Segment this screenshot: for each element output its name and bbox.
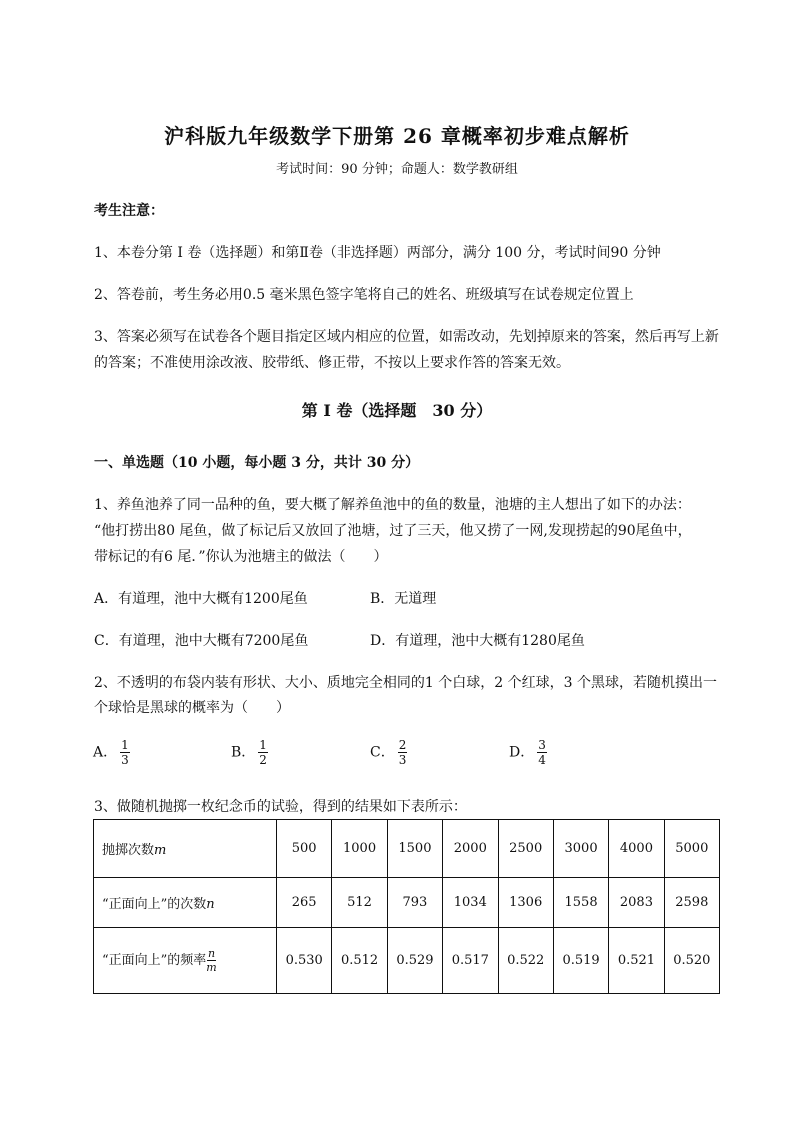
q2-option-b — [231, 738, 268, 767]
q2-option-a — [93, 738, 130, 767]
variable-m: m — [154, 843, 167, 858]
table-cell: 500 — [277, 820, 332, 878]
table-cell: 1034 — [443, 878, 498, 928]
table-cell: 0.521 — [609, 928, 664, 994]
option-letter: B． — [231, 744, 256, 761]
table-cell: 0.517 — [443, 928, 498, 994]
notice-item-2: 2、答卷前，考生务必用0.5 毫米黑色签字笔将自己的姓名、班级填写在试卷规定位置上 — [94, 287, 634, 303]
table-cell: 0.529 — [387, 928, 442, 994]
variable-n: n — [206, 897, 215, 912]
denominator: 2 — [259, 753, 267, 767]
numerator: 1 — [259, 738, 267, 752]
table-cell: 3000 — [553, 820, 608, 878]
table-cell: 1000 — [332, 820, 387, 878]
numerator: 1 — [121, 738, 129, 752]
option-letter: D． — [509, 744, 535, 761]
q2-option-d — [509, 738, 547, 767]
fraction-n-over-m — [206, 947, 216, 974]
notice-heading: 考生注意： — [94, 203, 164, 219]
row-label — [94, 878, 277, 928]
denominator: m — [206, 961, 217, 974]
table-cell: 0.522 — [498, 928, 553, 994]
q2-line-1: 2、不透明的布袋内装有形状、大小、质地完全相同的1 个白球，2 个红球，3 个黑球，若随机摸出一 — [94, 675, 717, 691]
table-cell: 1558 — [553, 878, 608, 928]
denominator: 4 — [538, 753, 546, 767]
fraction — [537, 738, 547, 767]
table-cell: 2083 — [609, 878, 664, 928]
q1-option-b: B．无道理 — [370, 591, 437, 607]
notice-item-1: 1、本卷分第 I 卷（选择题）和第Ⅱ卷（非选择题）两部分，满分 100 分，考试时间90 分钟 — [94, 245, 661, 261]
q1-line-2: “他打捞出80 尾鱼，做了标记后又放回了池塘，过了三天，他又捞了一网,发现捞起的90尾鱼中， — [94, 523, 692, 539]
option-letter: A． — [93, 744, 118, 761]
table-cell: 0.519 — [553, 928, 608, 994]
q1-line-1: 1、养鱼池养了同一品种的鱼，要大概了解养鱼池中的鱼的数量，池塘的主人想出了如下的办法： — [94, 497, 691, 513]
row-label — [94, 820, 277, 878]
section-title: 第 I 卷（选择题 30 分） — [301, 401, 493, 420]
table-cell: 1500 — [387, 820, 442, 878]
numerator: n — [207, 947, 216, 960]
table-cell: 512 — [332, 878, 387, 928]
fraction — [120, 738, 130, 767]
denominator: 3 — [398, 753, 407, 767]
notice-item-3: 3、答案必须写在试卷各个题目指定区域内相应的位置，如需改动，先划掉原来的答案，然后再写上新 — [94, 329, 719, 345]
row-label-text: “正面向上”的次数 — [102, 897, 207, 912]
q1-option-a: A．有道理，池中大概有1200尾鱼 — [94, 591, 308, 607]
table-cell: 0.530 — [277, 928, 332, 994]
table-cell: 2598 — [664, 878, 719, 928]
q3-intro: 3、做随机抛掷一枚纪念币的试验，得到的结果如下表所示： — [94, 799, 467, 815]
q1-option-d: D．有道理，池中大概有1280尾鱼 — [370, 633, 585, 649]
table-cell: 5000 — [664, 820, 719, 878]
page-title: 沪科版九年级数学下册第 26 章概率初步难点解析 — [164, 124, 630, 148]
table-cell: 2500 — [498, 820, 553, 878]
exam-info: 考试时间：90 分钟；命题人：数学教研组 — [276, 162, 518, 177]
table-cell: 793 — [387, 878, 442, 928]
table-cell: 4000 — [609, 820, 664, 878]
notice-item-3-cont: 的答案；不准使用涂改液、胶带纸、修正带，不按以上要求作答的答案无效。 — [94, 355, 570, 371]
coin-toss-table — [93, 819, 720, 994]
numerator: 2 — [398, 738, 407, 752]
q2-line-2: 个球恰是黑球的概率为（ ） — [94, 700, 290, 716]
table-cell: 1306 — [498, 878, 553, 928]
fraction — [258, 738, 268, 767]
table-cell: 0.512 — [332, 928, 387, 994]
q1-line-3: 带标记的有6 尾．”你认为池塘主的做法（ ） — [94, 549, 388, 565]
table-cell: 0.520 — [664, 928, 719, 994]
table-row — [94, 820, 720, 878]
row-label — [94, 928, 277, 994]
table-cell: 265 — [277, 878, 332, 928]
option-letter: C． — [370, 744, 395, 761]
table-row — [94, 878, 720, 928]
part-heading: 一、单选题（10 小题，每小题 3 分，共计 30 分） — [94, 455, 420, 471]
numerator: 3 — [538, 738, 546, 752]
table-cell: 2000 — [443, 820, 498, 878]
table-row — [94, 928, 720, 994]
denominator: 3 — [121, 753, 129, 767]
q2-option-c — [370, 738, 407, 767]
row-label-text: “正面向上”的频率 — [102, 953, 207, 968]
fraction — [398, 738, 408, 767]
row-label-text: 抛掷次数 — [102, 843, 155, 858]
q1-option-c: C．有道理，池中大概有7200尾鱼 — [94, 633, 309, 649]
